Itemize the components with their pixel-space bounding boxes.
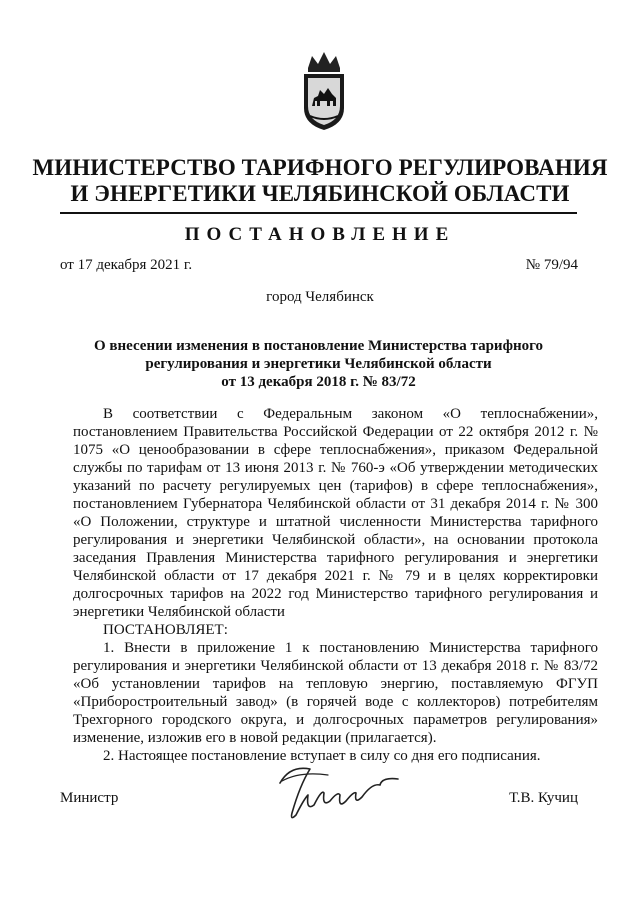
subject-line3: от 13 декабря 2018 г. № 83/72	[221, 374, 416, 390]
document-city: город Челябинск	[266, 289, 374, 305]
document-number: № 79/94	[525, 257, 578, 273]
clause-1: 1. Внести в приложение 1 к постановлению Министерства тарифного регулирования и энергетики Челябинской области от 13 декабря 2018 г. № 83/72 «Об установлении тарифов на тепловую энергию, поставляемую ФГУП «Приборостроительный завод» (в горячей воде с коллекторов) потребителям Трехгорного городского округа, и долгосрочных параметров регулирования» изменение, изложив его в новой редакции (прилагается).	[73, 640, 598, 746]
subject-line2: регулирования и энергетики Челябинской области	[145, 356, 492, 372]
ministry-name-line2: И ЭНЕРГЕТИКИ ЧЕЛЯБИНСКОЙ ОБЛАСТИ	[70, 181, 570, 206]
ministry-name-line1: МИНИСТЕРСТВО ТАРИФНОГО РЕГУЛИРОВАНИЯ	[32, 155, 608, 180]
resolves-heading: ПОСТАНОВЛЯЕТ:	[103, 622, 228, 638]
clause-2: 2. Настоящее постановление вступает в силу со дня его подписания.	[103, 748, 541, 764]
signatory-position: Министр	[60, 790, 119, 806]
header-divider	[60, 212, 577, 214]
document-date: от 17 декабря 2021 г.	[60, 257, 193, 273]
coat-of-arms-emblem	[296, 50, 352, 132]
handwritten-signature	[270, 755, 410, 835]
subject-line1: О внесении изменения в постановление Министерства тарифного	[93, 338, 544, 354]
preamble-paragraph: В соответствии с Федеральным законом «О теплоснабжении», постановлением Правительства Российской Федерации от 22 октября 2012 г. № 1075 «О ценообразовании в сфере теплоснабжения», приказом Федеральной службы по тарифам от 13 июня 2013 г. № 760-э «Об утверждении методических указаний по расчету регулируемых цен (тарифов) в сфере теплоснабжения», постановлением Губернатора Челябинской области от 31 декабря 2014 г. № 300 «О Положении, структуре и штатной численности Министерства тарифного регулирования и энергетики Челябинской области», на основании протокола заседания Правления Министерства тарифного регулирования и энергетики Челябинской области от 17 декабря 2021 г. № 79 и в целях корректировки долгосрочных тарифов на 2022 год Министерство тарифного регулирования и энергетики Челябинской области	[73, 406, 598, 620]
signatory-name: Т.В. Кучиц	[509, 790, 578, 806]
document-body	[73, 405, 598, 765]
document-subject	[60, 337, 577, 391]
document-type-title: ПОСТАНОВЛЕНИЕ	[184, 224, 456, 245]
